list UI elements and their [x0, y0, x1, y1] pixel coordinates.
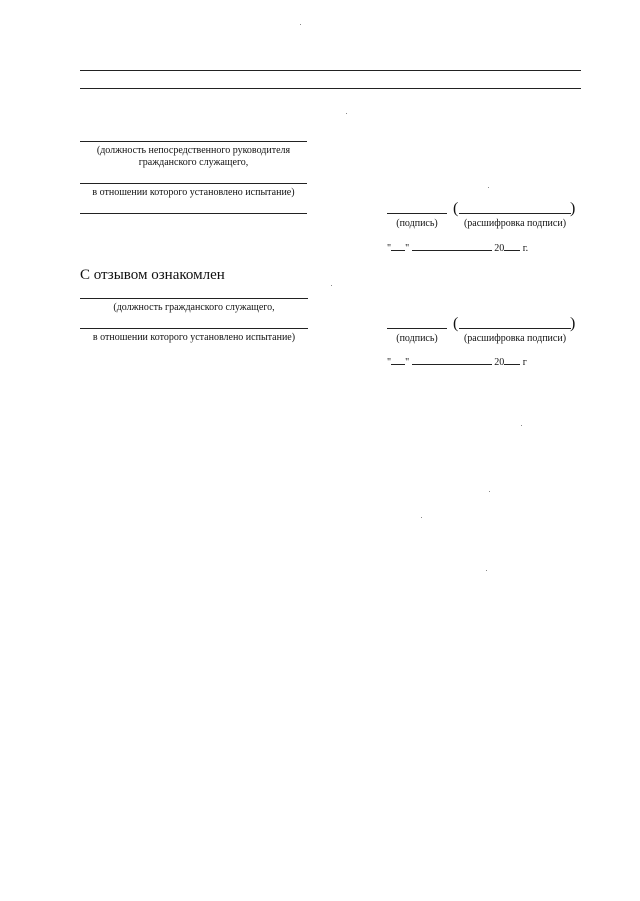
- servant-position-line: [80, 298, 308, 299]
- decoding-open-paren-1: (: [453, 200, 459, 217]
- decoding-line-2: [459, 328, 571, 329]
- date-year-prefix-2: 20: [494, 357, 505, 368]
- supervisor-position-line: [80, 141, 307, 142]
- date-quote-open-1: ": [387, 243, 392, 254]
- supervisor-position-caption: (должность непосредственного руководителя: [96, 145, 291, 156]
- date-year-prefix-1: 20: [494, 243, 505, 254]
- date-line-1: [387, 242, 528, 255]
- top-line-1: [80, 70, 581, 71]
- date-line-2: [387, 356, 527, 369]
- scan-speck: [300, 24, 301, 25]
- servant-relation-line: [80, 328, 308, 329]
- date-day-blank-2: [391, 356, 405, 365]
- supervisor-extra-line: [80, 213, 307, 214]
- scan-speck: [521, 425, 522, 426]
- supervisor-relation-line: [80, 183, 307, 184]
- date-year-suffix-2: г: [522, 357, 527, 368]
- date-quote-close-1: ": [405, 243, 410, 254]
- servant-relation-caption: в отношении которого установлено испытание): [92, 332, 296, 343]
- date-quote-open-2: ": [387, 357, 392, 368]
- decoding-caption-2: (расшифровка подписи): [463, 333, 567, 344]
- signature-caption-2: (подпись): [396, 333, 438, 344]
- top-line-2: [80, 88, 581, 89]
- decoding-line-1: [459, 213, 571, 214]
- date-quote-close-2: ": [405, 357, 410, 368]
- supervisor-relation-caption: в отношении которого установлено испытание): [92, 187, 295, 198]
- decoding-caption-1: (расшифровка подписи): [463, 218, 567, 229]
- date-year-suffix-1: г.: [522, 243, 529, 254]
- date-year-blank-2: [504, 356, 520, 365]
- date-month-blank-1: [412, 242, 492, 251]
- decoding-close-paren-2: ): [570, 315, 576, 332]
- scan-speck: [488, 187, 489, 188]
- decoding-open-paren-2: (: [453, 315, 459, 332]
- scan-speck: [331, 285, 332, 286]
- signature-line-1: [387, 213, 447, 214]
- scan-speck: [489, 491, 490, 492]
- scan-speck: [346, 113, 347, 114]
- supervisor-position-caption-2: гражданского служащего,: [138, 157, 249, 168]
- scan-speck: [421, 517, 422, 518]
- servant-position-caption: (должность гражданского служащего,: [113, 302, 275, 313]
- date-year-blank-1: [504, 242, 520, 251]
- signature-caption-1: (подпись): [396, 218, 438, 229]
- decoding-close-paren-1: ): [570, 200, 576, 217]
- date-month-blank-2: [412, 356, 492, 365]
- date-day-blank-1: [391, 242, 405, 251]
- scan-speck: [486, 570, 487, 571]
- signature-line-2: [387, 328, 447, 329]
- acquainted-heading: С отзывом ознакомлен: [80, 267, 225, 283]
